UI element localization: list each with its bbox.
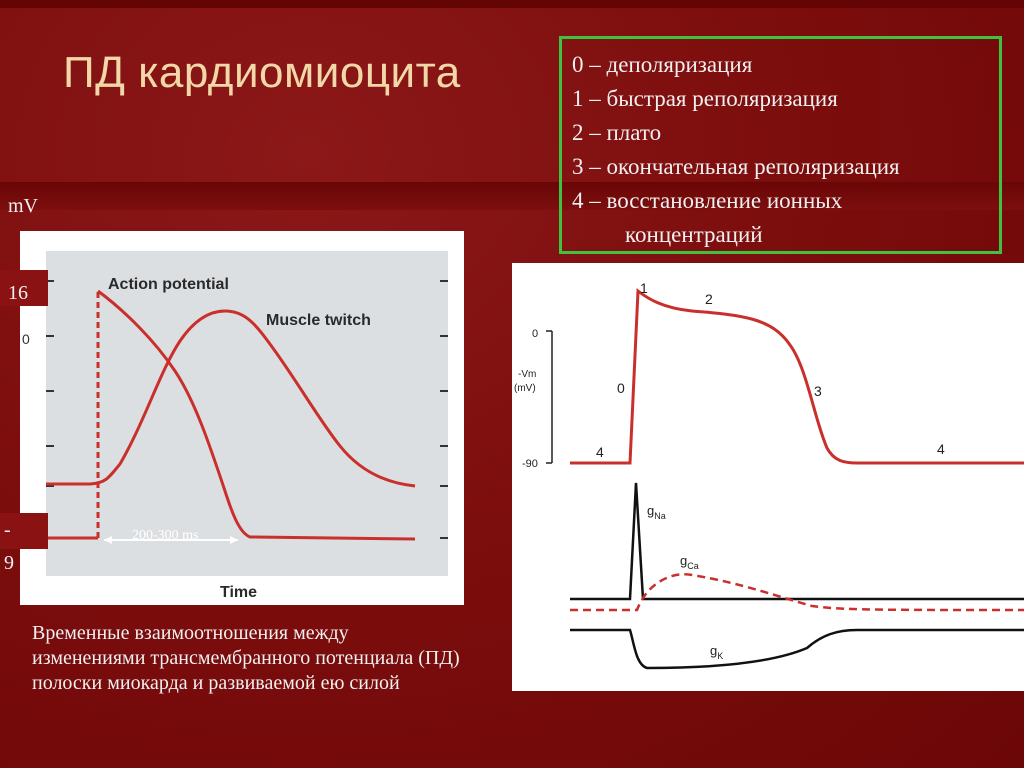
legend-item-4-continuation: концентраций bbox=[625, 222, 763, 247]
gna-curve bbox=[570, 483, 1024, 599]
gca-letter: g bbox=[680, 553, 688, 568]
right-chart-panel bbox=[512, 263, 1024, 691]
legend-item-2: 2 – плато bbox=[572, 120, 662, 145]
phase-2-label: 2 bbox=[705, 291, 713, 307]
left-chart-plot-area bbox=[46, 251, 448, 576]
gk-letter: g bbox=[710, 643, 718, 658]
legend-item-3: 3 – окончательная реполяризация bbox=[572, 154, 900, 179]
interval-label: 200-300 ms bbox=[132, 528, 199, 543]
ap-phase-curve bbox=[570, 291, 1024, 463]
gk-label bbox=[710, 643, 723, 661]
slide-title: ПД кардиомиоцита bbox=[63, 48, 461, 97]
phase-4-left-label: 4 bbox=[596, 444, 604, 460]
gna-letter: g bbox=[647, 503, 655, 518]
gca-subscript: Ca bbox=[687, 561, 699, 571]
top-band bbox=[0, 0, 1024, 8]
right-y-label-unit: (mV) bbox=[514, 383, 536, 394]
left-chart bbox=[20, 231, 464, 605]
legend-item-0: 0 – деполяризация bbox=[572, 52, 753, 77]
right-y-label-0: 0 bbox=[532, 328, 539, 340]
right-chart bbox=[512, 263, 1024, 691]
tick-9-label: 9 bbox=[4, 552, 14, 574]
gca-label bbox=[680, 553, 699, 571]
phase-3-label: 3 bbox=[814, 383, 822, 399]
left-tick-zero: 0 bbox=[22, 331, 30, 347]
gk-subscript: K bbox=[717, 651, 724, 661]
phase-1-label: 1 bbox=[640, 280, 648, 296]
gna-label bbox=[647, 503, 666, 521]
figure-caption: Временные взаимоотношения между изменениями трансмембранного потенциала (ПД) полоски миокарда и развиваемой ею силой bbox=[32, 622, 460, 694]
right-y-label-vm: -Vm bbox=[518, 369, 537, 380]
phase-4-right-label: 4 bbox=[937, 441, 945, 457]
unit-label: mV bbox=[8, 195, 38, 217]
gk-curve bbox=[570, 630, 1024, 668]
tick-minus-label: - bbox=[4, 519, 11, 541]
tick-16-label: 16 bbox=[8, 282, 28, 304]
right-y-label-90: -90 bbox=[522, 458, 538, 470]
gna-subscript: Na bbox=[654, 511, 666, 521]
x-axis-label: Time bbox=[220, 584, 258, 601]
legend-item-1: 1 – быстрая реполяризация bbox=[572, 86, 838, 111]
left-chart-panel bbox=[20, 231, 464, 605]
muscle-twitch-label: Muscle twitch bbox=[266, 312, 371, 329]
phase-0-label: 0 bbox=[617, 380, 625, 396]
action-potential-label: Action potential bbox=[108, 276, 229, 293]
legend-item-4: 4 – восстановление ионных bbox=[572, 188, 843, 213]
phase-legend bbox=[559, 36, 1002, 254]
gca-curve bbox=[570, 574, 1024, 610]
